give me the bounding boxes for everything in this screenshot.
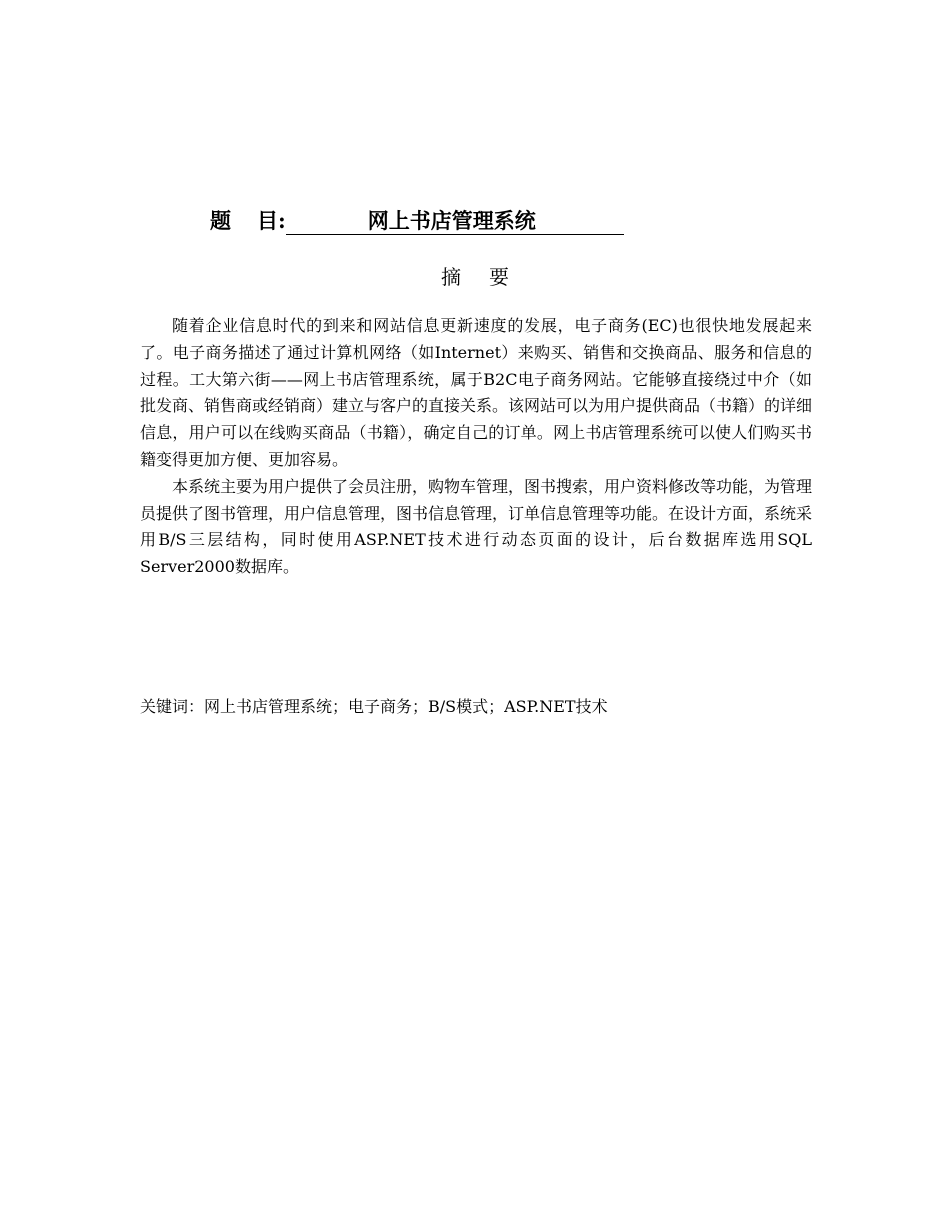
thesis-title-line bbox=[210, 205, 624, 235]
keywords-label: 关键词： bbox=[140, 697, 205, 716]
title-label: 题 目: bbox=[210, 208, 286, 233]
abstract-heading: 摘 要 bbox=[441, 265, 509, 289]
thesis-title: 网上书店管理系统 bbox=[286, 208, 624, 235]
abstract-paragraph: 本系统主要为用户提供了会员注册，购物车管理，图书搜索，用户资料修改等功能，为管理员提供了图书管理，用户信息管理，图书信息管理，订单信息管理等功能。在设计方面，系统采用B/S三层结构，同时使用ASP.NET技术进行动态页面的设计，后台数据库选用SQL Server2000数据库。 bbox=[140, 476, 813, 577]
keywords-list: 网上书店管理系统；电子商务；B/S模式；ASP.NET技术 bbox=[204, 697, 608, 716]
abstract-paragraph: 随着企业信息时代的到来和网站信息更新速度的发展，电子商务(EC)也很快地发展起来了。电子商务描述了通过计算机网络（如Internet）来购买、销售和交换商品、服务和信息的过程。工大第六街——网上书店管理系统，属于B2C电子商务网站。它能够直接绕过中介（如批发商、销售商或经销商）建立与客户的直接关系。该网站可以为用户提供商品（书籍）的详细信息，用户可以在线购买商品（书籍），确定自己的订单。网上书店管理系统可以使人们购买书籍变得更加方便、更加容易。 bbox=[140, 316, 813, 469]
keywords-line bbox=[140, 694, 820, 720]
abstract-body bbox=[140, 313, 812, 581]
